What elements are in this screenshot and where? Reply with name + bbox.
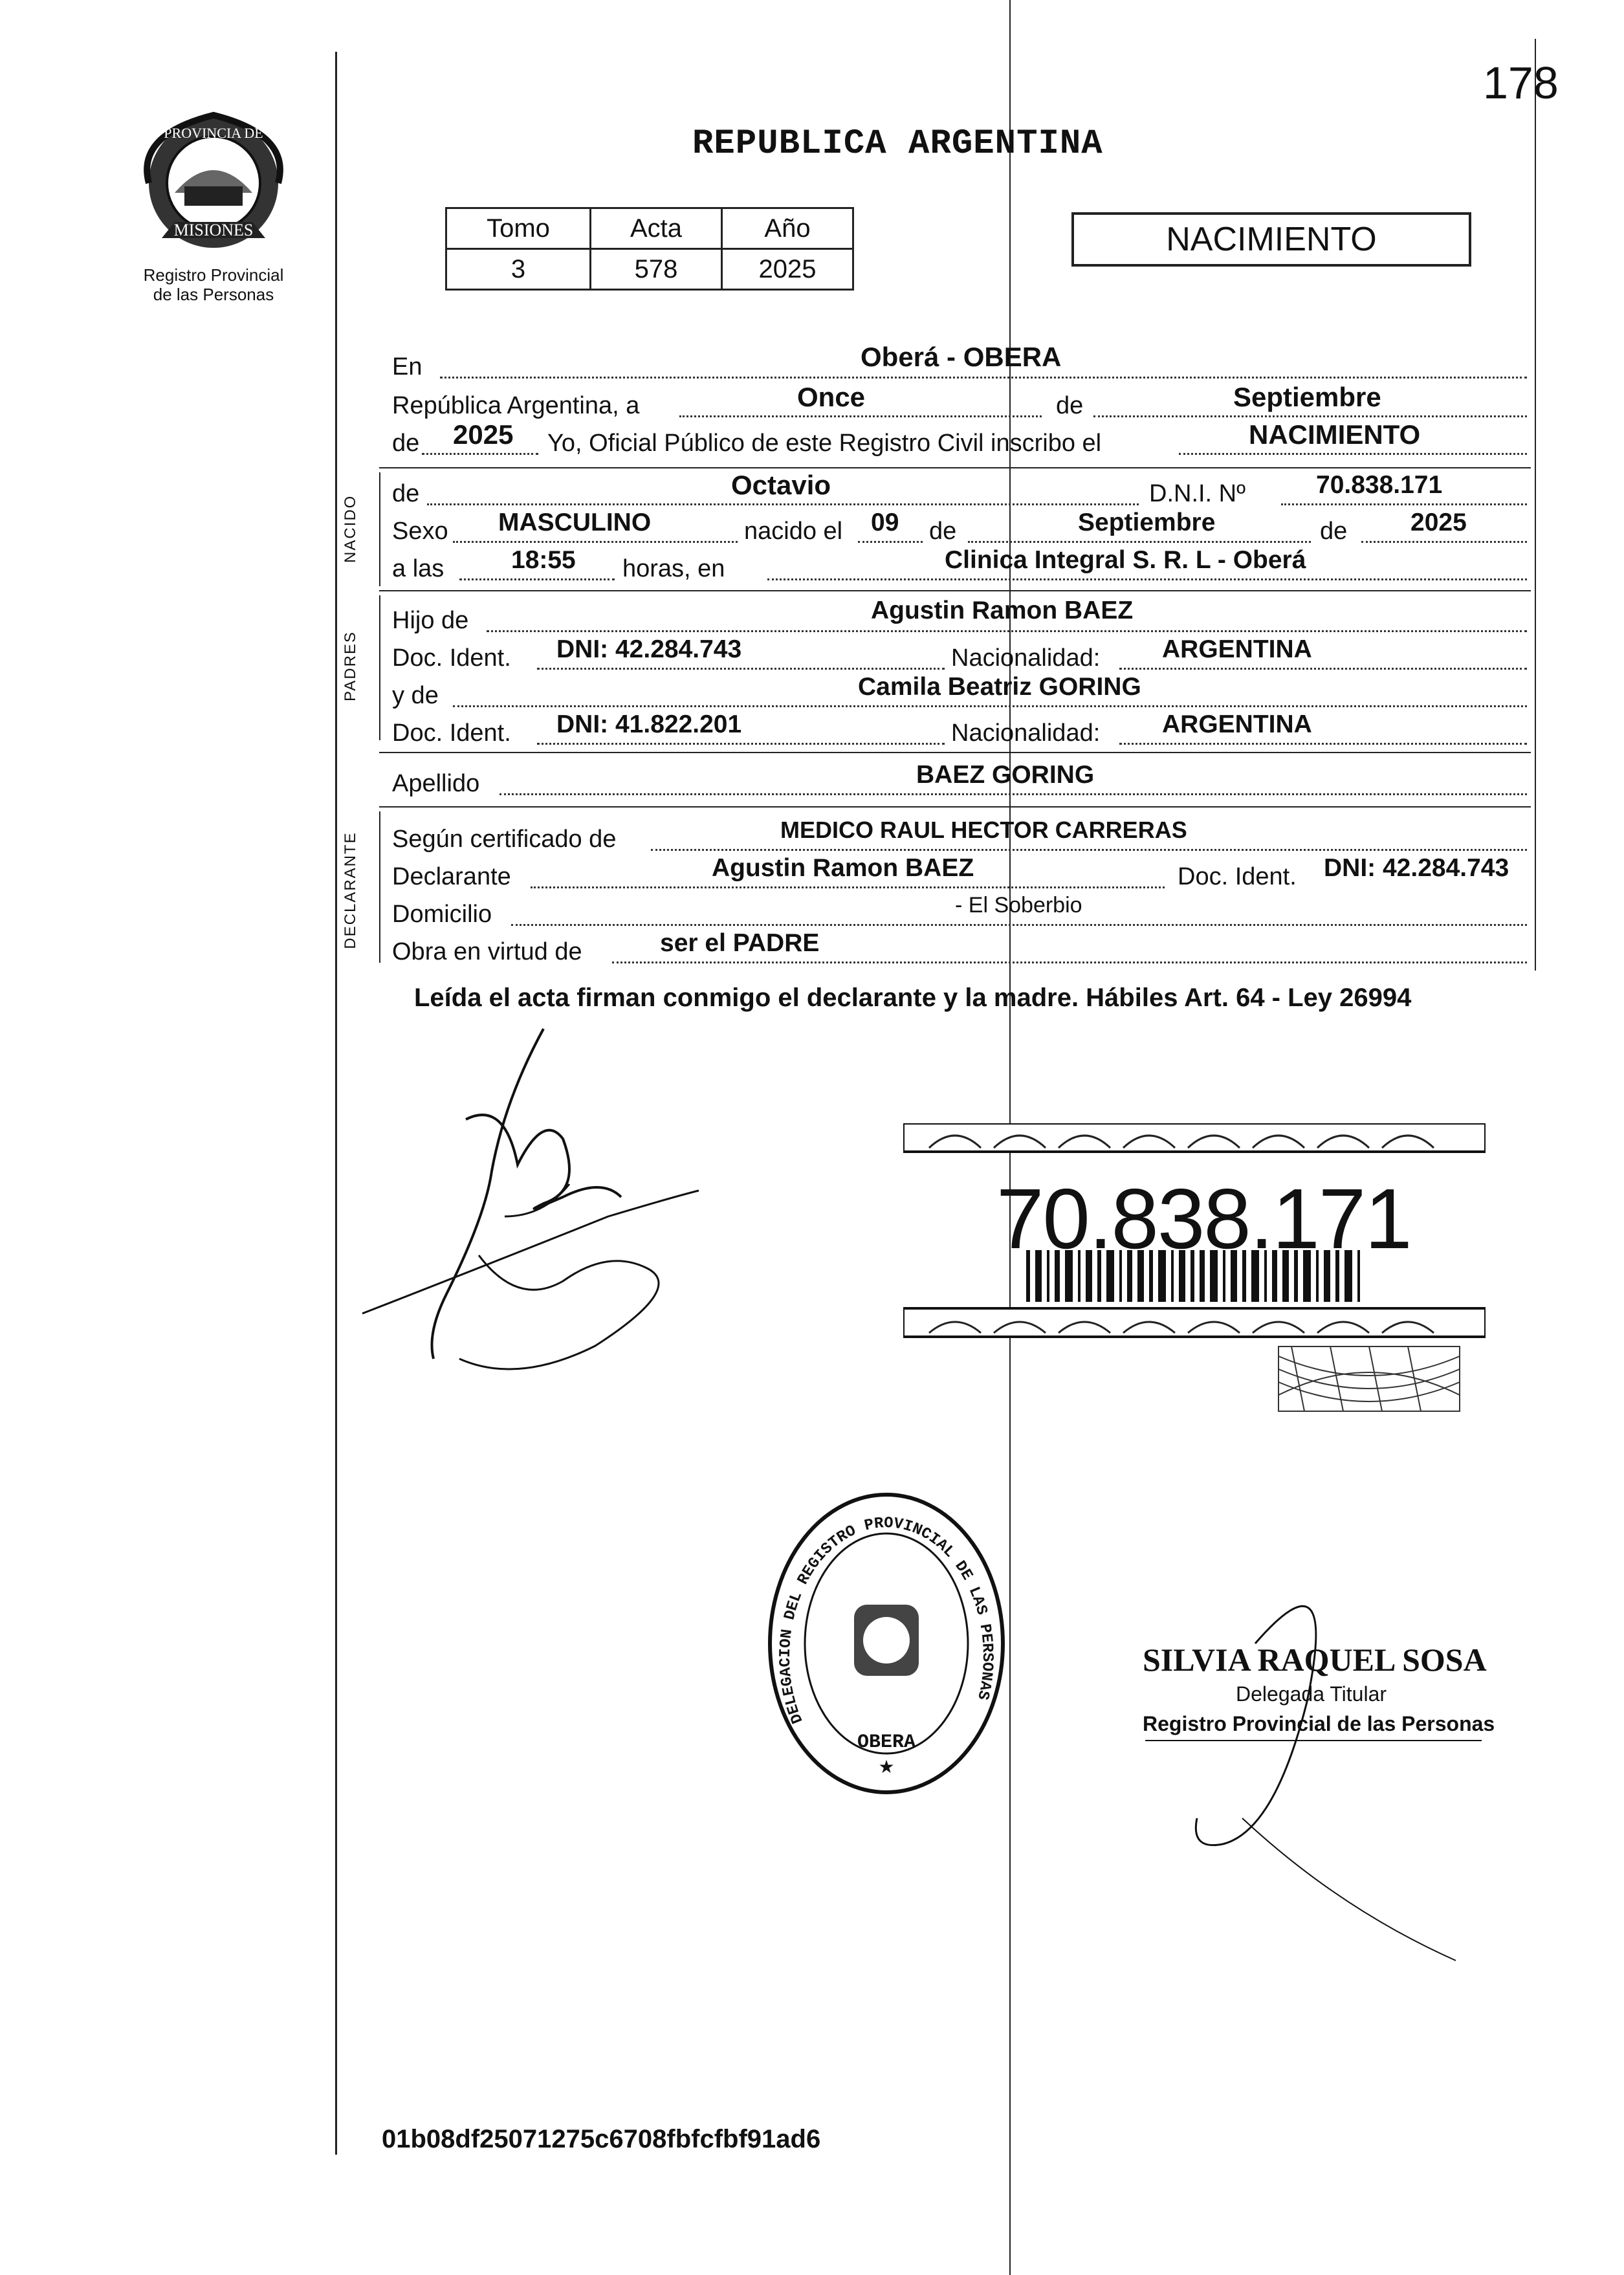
nacionalidad-label: Nacionalidad: bbox=[951, 644, 1101, 672]
mother-name-value: Camila Beatriz GORING bbox=[858, 673, 1141, 701]
dotted-leader bbox=[487, 630, 1527, 632]
father-name-value: Agustin Ramon BAEZ bbox=[871, 597, 1134, 624]
nacido-el-label: nacido el bbox=[744, 518, 843, 545]
dotted-leader bbox=[499, 793, 1527, 795]
barcode-dni-number: 70.838.171 bbox=[996, 1171, 1411, 1266]
certificado-value: MEDICO RAUL HECTOR CARRERAS bbox=[780, 817, 1187, 843]
declarante-value: Agustin Ramon BAEZ bbox=[712, 854, 974, 882]
birth-year-value: 2025 bbox=[1410, 509, 1467, 536]
dotted-leader bbox=[537, 743, 945, 745]
dotted-leader bbox=[1361, 541, 1527, 543]
domicilio-label: Domicilio bbox=[392, 901, 492, 928]
document-hash: 01b08df25071275c6708fbfcfbf91ad6 bbox=[382, 2125, 821, 2153]
sexo-value: MASCULINO bbox=[498, 509, 652, 536]
dotted-leader bbox=[459, 578, 615, 580]
certificado-label: Según certificado de bbox=[392, 826, 617, 853]
a-las-label: a las bbox=[392, 555, 444, 582]
anio-header: Año bbox=[722, 208, 853, 249]
left-margin-rule bbox=[335, 52, 337, 2155]
dotted-leader bbox=[440, 377, 1527, 379]
document-title: REPUBLICA ARGENTINA bbox=[692, 124, 1103, 164]
nacido-section-label: NACIDO bbox=[342, 494, 359, 563]
dotted-leader bbox=[1119, 668, 1527, 670]
dotted-leader bbox=[511, 924, 1527, 926]
dotted-leader bbox=[651, 849, 1527, 851]
declarante-label: Declarante bbox=[392, 863, 511, 890]
father-nationality-value: ARGENTINA bbox=[1162, 635, 1312, 663]
declarante-section-label: DECLARANTE bbox=[342, 831, 359, 949]
father-doc-value: DNI: 42.284.743 bbox=[556, 635, 742, 663]
place-value: Oberá - OBERA bbox=[861, 342, 1062, 372]
dotted-leader bbox=[612, 962, 1527, 963]
dotted-leader bbox=[1093, 415, 1527, 417]
birth-place-value: Clinica Integral S. R. L - Oberá bbox=[945, 546, 1306, 574]
security-barcode-label bbox=[903, 1123, 1486, 1427]
day-value: Once bbox=[797, 382, 866, 412]
de-label: de bbox=[1056, 392, 1084, 419]
dotted-leader bbox=[453, 705, 1527, 707]
declarante-doc-label: Doc. Ident. bbox=[1178, 863, 1297, 890]
registry-name-line2: de las Personas bbox=[153, 285, 274, 304]
dotted-leader bbox=[537, 668, 945, 670]
mother-nationality-value: ARGENTINA bbox=[1162, 710, 1312, 738]
dotted-leader bbox=[453, 541, 738, 543]
republica-label: República Argentina, a bbox=[392, 392, 640, 419]
nacido-de-label: de bbox=[392, 480, 420, 507]
registry-name-line1: Registro Provincial bbox=[143, 265, 284, 285]
logo-text-top: PROVINCIA DE bbox=[164, 125, 263, 141]
mother-doc-value: DNI: 41.822.201 bbox=[556, 710, 742, 738]
official-title: Delegada Titular bbox=[1236, 1682, 1387, 1706]
domicilio-value: - El Soberbio bbox=[955, 893, 1082, 918]
section-bracket bbox=[379, 811, 380, 963]
section-divider bbox=[379, 806, 1531, 808]
official-office: Registro Provincial de las Personas bbox=[1143, 1712, 1495, 1735]
tomo-value: 3 bbox=[446, 249, 591, 290]
dotted-leader bbox=[427, 503, 1139, 505]
apellido-value: BAEZ GORING bbox=[916, 761, 1095, 789]
birth-month-value: Septiembre bbox=[1078, 509, 1216, 536]
child-name-value: Octavio bbox=[731, 470, 831, 500]
year-value: 2025 bbox=[453, 419, 514, 450]
event-value: NACIMIENTO bbox=[1249, 419, 1421, 450]
declarant-signature bbox=[349, 1022, 802, 1398]
child-dni-value: 70.838.171 bbox=[1316, 471, 1443, 499]
horas-label: horas, en bbox=[622, 555, 725, 582]
section-divider bbox=[379, 752, 1531, 753]
de-label: de bbox=[929, 518, 957, 545]
page-number: 178 bbox=[1483, 58, 1559, 108]
time-value: 18:55 bbox=[511, 546, 576, 574]
dotted-leader bbox=[1179, 453, 1527, 455]
seal-outer-text: DELEGACION DEL REGISTRO PROVINCIAL DE LAS PERSONAS bbox=[776, 1515, 996, 1726]
official-signature bbox=[1145, 1572, 1482, 1973]
obra-value: ser el PADRE bbox=[660, 929, 820, 957]
registry-name bbox=[104, 265, 324, 304]
dotted-leader bbox=[531, 886, 1165, 888]
dotted-leader bbox=[968, 541, 1311, 543]
document-type-box: NACIMIENTO bbox=[1071, 212, 1471, 267]
apellido-label: Apellido bbox=[392, 770, 480, 797]
section-divider bbox=[379, 467, 1531, 468]
sexo-label: Sexo bbox=[392, 518, 448, 545]
acta-value: 578 bbox=[591, 249, 722, 290]
dotted-leader bbox=[767, 578, 1527, 580]
anio-value: 2025 bbox=[722, 249, 853, 290]
section-divider bbox=[379, 590, 1531, 591]
dotted-leader bbox=[1281, 503, 1527, 505]
hijo-de-label: Hijo de bbox=[392, 607, 469, 634]
declarante-doc-value: DNI: 42.284.743 bbox=[1324, 854, 1509, 882]
father-doc-label: Doc. Ident. bbox=[392, 644, 511, 672]
mother-doc-label: Doc. Ident. bbox=[392, 720, 511, 747]
de2-label: de bbox=[392, 430, 420, 457]
registro-values-row bbox=[446, 249, 853, 290]
y-de-label: y de bbox=[392, 682, 439, 709]
padres-section-label: PADRES bbox=[342, 631, 359, 701]
de-label: de bbox=[1320, 518, 1348, 545]
obra-label: Obra en virtud de bbox=[392, 938, 582, 965]
seal-city: OBERA bbox=[857, 1731, 916, 1753]
dotted-leader bbox=[858, 541, 923, 543]
official-registry-seal bbox=[763, 1488, 1009, 1799]
right-margin-rule bbox=[1535, 39, 1536, 971]
registro-header-row bbox=[446, 208, 853, 249]
svg-text:★: ★ bbox=[878, 1757, 895, 1777]
inscribo-text: Yo, Oficial Público de este Registro Civil inscribo el bbox=[547, 430, 1102, 457]
official-name: SILVIA RAQUEL SOSA bbox=[1143, 1642, 1487, 1678]
section-bracket bbox=[379, 595, 380, 740]
dotted-leader bbox=[422, 453, 538, 455]
dotted-leader bbox=[1119, 743, 1527, 745]
logo-text-bottom: MISIONES bbox=[173, 221, 254, 239]
dotted-leader bbox=[679, 415, 1042, 417]
section-bracket bbox=[379, 472, 380, 586]
provincia-misiones-coat-of-arms bbox=[123, 109, 304, 258]
acta-header: Acta bbox=[591, 208, 722, 249]
birth-day-value: 09 bbox=[871, 509, 899, 536]
dni-label: D.N.I. Nº bbox=[1149, 480, 1245, 507]
month-value: Septiembre bbox=[1233, 382, 1381, 412]
nacionalidad-label: Nacionalidad: bbox=[951, 720, 1101, 747]
tomo-header: Tomo bbox=[446, 208, 591, 249]
en-label: En bbox=[392, 353, 422, 380]
registro-table bbox=[445, 207, 854, 291]
closing-statement: Leída el acta firman conmigo el declarante y la madre. Hábiles Art. 64 - Ley 26994 bbox=[414, 984, 1412, 1012]
